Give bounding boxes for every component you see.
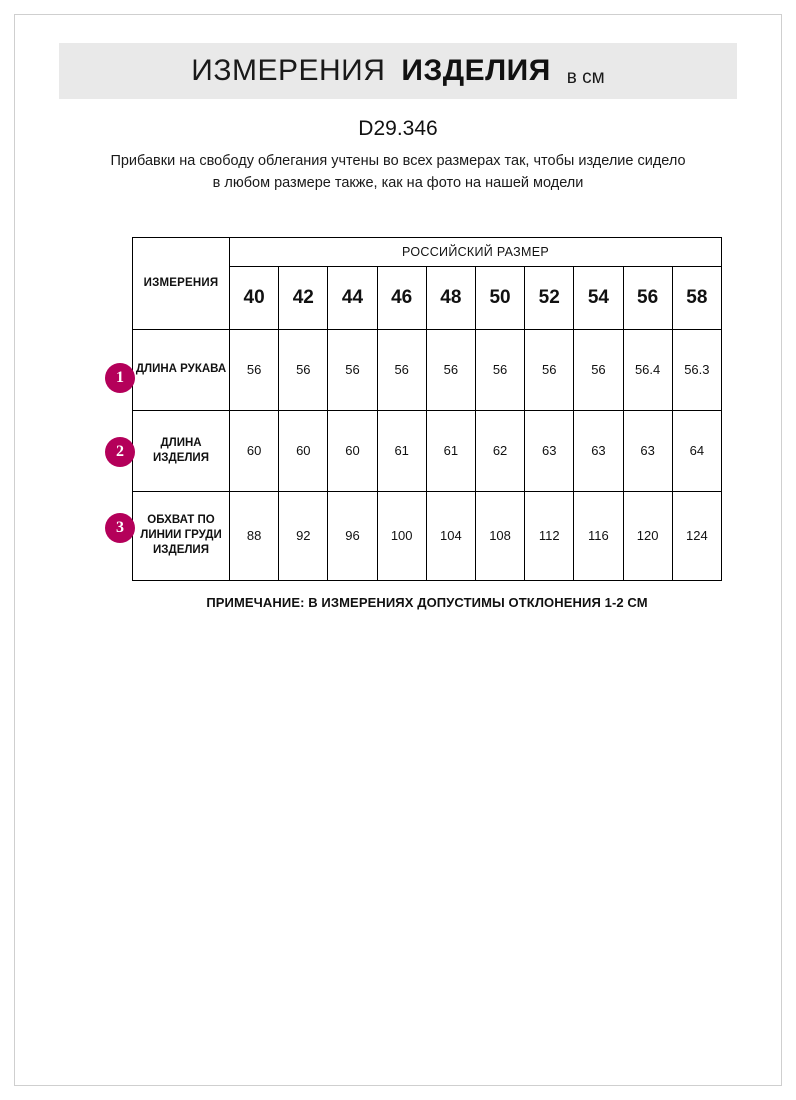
cell-chest-56: 120 <box>623 491 672 580</box>
page-title-unit: в см <box>566 67 605 88</box>
footnote: ПРИМЕЧАНИЕ: В ИЗМЕРЕНИЯХ ДОПУСТИМЫ ОТКЛОНЕНИЯ 1-2 СМ <box>206 594 648 610</box>
cell-chest-46: 100 <box>377 491 426 580</box>
cell-chest-42: 92 <box>279 491 328 580</box>
row-marker-2: 2 <box>105 437 135 467</box>
cell-length-56: 63 <box>623 410 672 491</box>
cell-sleeve-40: 56 <box>230 329 279 410</box>
table-group-header: РОССИЙСКИЙ РАЗМЕР <box>230 237 722 266</box>
size-header-54: 54 <box>574 266 623 329</box>
size-header-48: 48 <box>426 266 475 329</box>
article-code: D29.346 <box>358 117 438 140</box>
size-header-44: 44 <box>328 266 377 329</box>
cell-sleeve-58: 56.3 <box>672 329 721 410</box>
size-header-52: 52 <box>525 266 574 329</box>
cell-length-54: 63 <box>574 410 623 491</box>
table-row <box>133 491 722 580</box>
row-label-chest-girth: ОБХВАТ ПО ЛИНИИ ГРУДИ ИЗДЕЛИЯ <box>133 491 230 580</box>
size-header-46: 46 <box>377 266 426 329</box>
size-header-50: 50 <box>475 266 524 329</box>
cell-chest-50: 108 <box>475 491 524 580</box>
size-header-40: 40 <box>230 266 279 329</box>
cell-length-44: 60 <box>328 410 377 491</box>
cell-chest-52: 112 <box>525 491 574 580</box>
measurements-table <box>132 237 722 581</box>
cell-length-40: 60 <box>230 410 279 491</box>
table-corner-label: ИЗМЕРЕНИЯ <box>133 237 230 329</box>
cell-chest-44: 96 <box>328 491 377 580</box>
row-label-sleeve-length: ДЛИНА РУКАВА <box>133 329 230 410</box>
measurements-table-wrap <box>51 237 745 610</box>
cell-sleeve-42: 56 <box>279 329 328 410</box>
table-header-group-row <box>133 237 722 266</box>
cell-chest-54: 116 <box>574 491 623 580</box>
content <box>15 15 781 610</box>
page-title-measurements: ИЗМЕРЕНИЯ <box>191 54 386 87</box>
cell-chest-58: 124 <box>672 491 721 580</box>
cell-length-46: 61 <box>377 410 426 491</box>
cell-sleeve-52: 56 <box>525 329 574 410</box>
size-header-56: 56 <box>623 266 672 329</box>
row-label-product-length: ДЛИНА ИЗДЕЛИЯ <box>133 410 230 491</box>
intro-text: Прибавки на свободу облегания учтены во всех размерах так, чтобы изделие сидело в любом размере также, как на фото на нашей модели <box>110 153 686 191</box>
table-row <box>133 329 722 410</box>
cell-sleeve-48: 56 <box>426 329 475 410</box>
cell-sleeve-56: 56.4 <box>623 329 672 410</box>
cell-length-48: 61 <box>426 410 475 491</box>
row-marker-1: 1 <box>105 363 135 393</box>
row-marker-3: 3 <box>105 513 135 543</box>
title-banner <box>59 43 737 99</box>
cell-sleeve-50: 56 <box>475 329 524 410</box>
page-title-product: ИЗДЕЛИЯ <box>401 54 551 87</box>
size-header-42: 42 <box>279 266 328 329</box>
cell-length-58: 64 <box>672 410 721 491</box>
cell-sleeve-54: 56 <box>574 329 623 410</box>
cell-chest-48: 104 <box>426 491 475 580</box>
cell-length-52: 63 <box>525 410 574 491</box>
cell-sleeve-44: 56 <box>328 329 377 410</box>
cell-sleeve-46: 56 <box>377 329 426 410</box>
table-row <box>133 410 722 491</box>
cell-length-42: 60 <box>279 410 328 491</box>
size-header-58: 58 <box>672 266 721 329</box>
cell-chest-40: 88 <box>230 491 279 580</box>
cell-length-50: 62 <box>475 410 524 491</box>
sheet <box>14 14 782 1086</box>
